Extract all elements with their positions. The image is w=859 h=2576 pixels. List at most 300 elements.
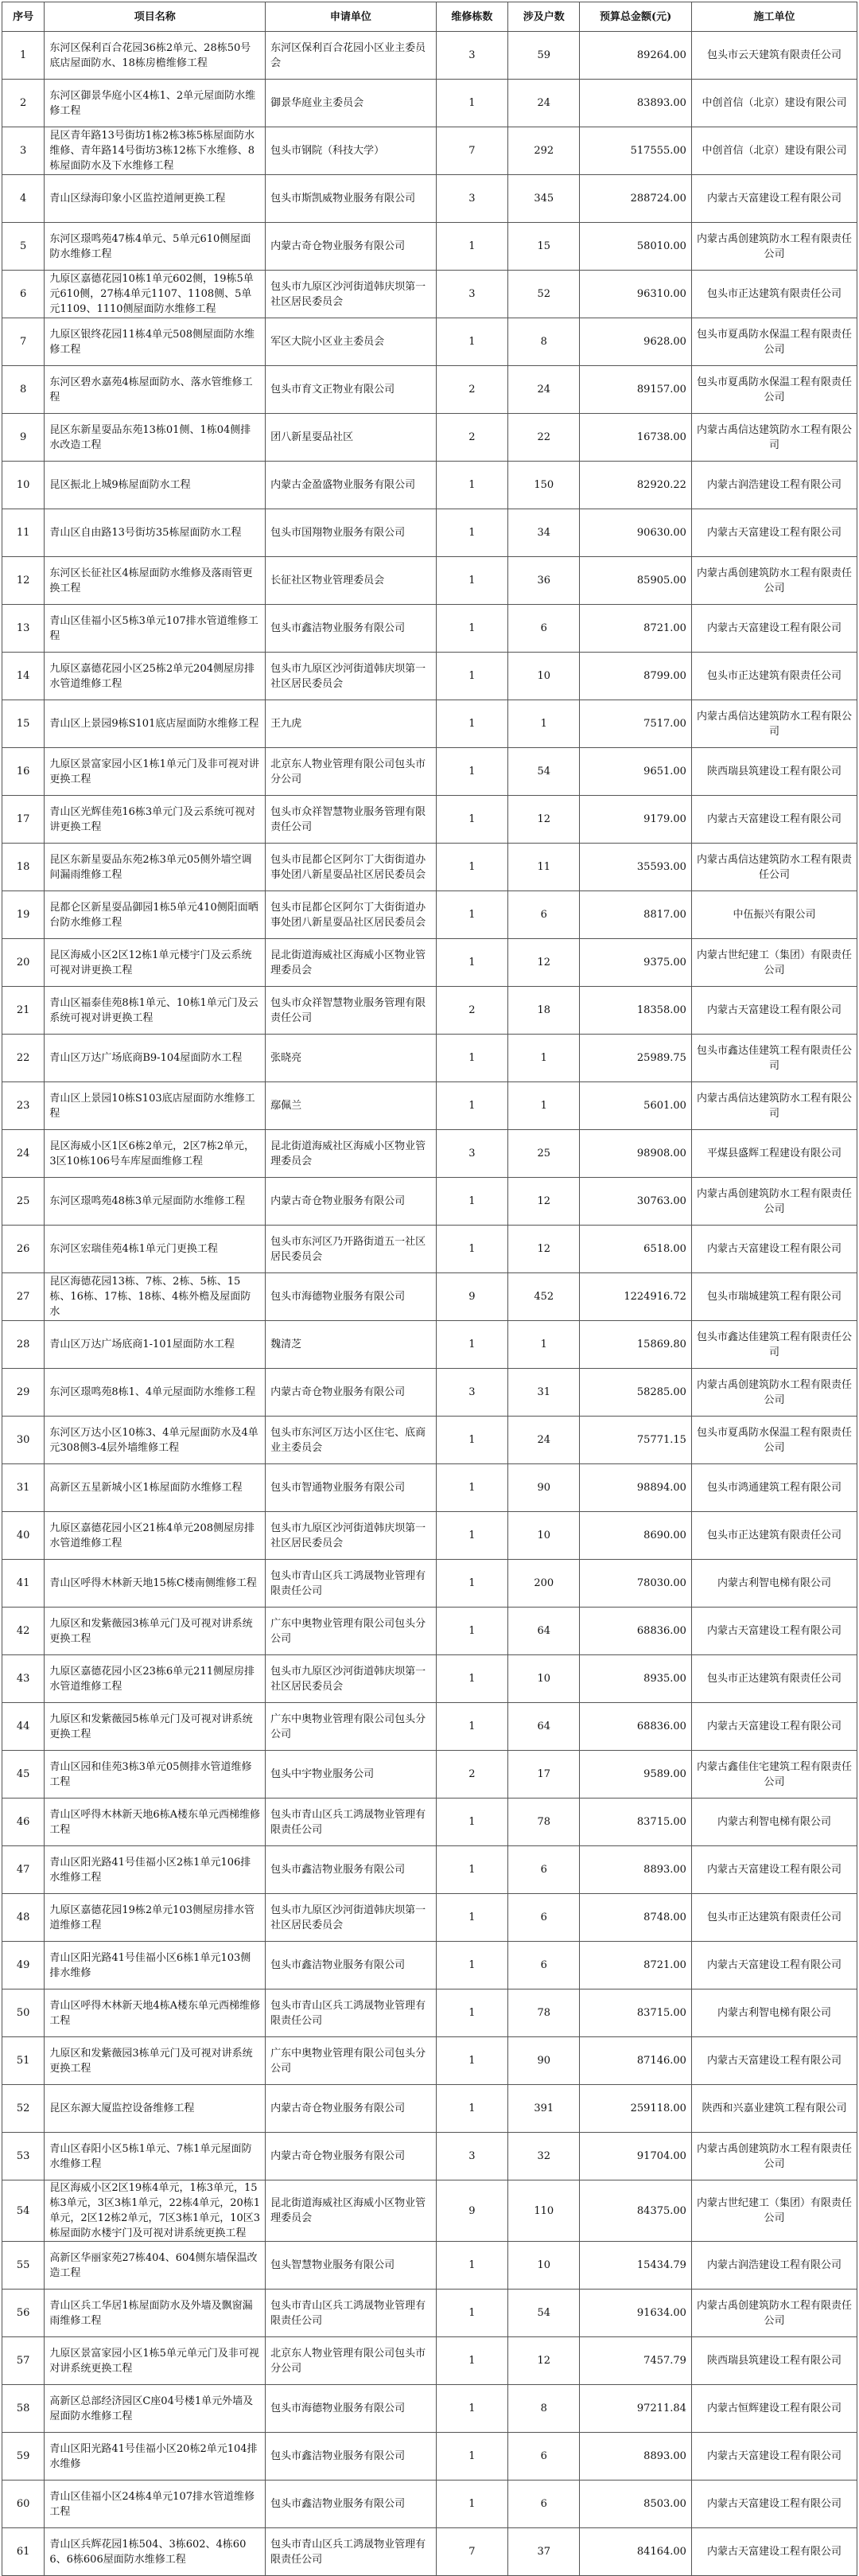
budget-cell: 259118.00 [580,2085,692,2133]
contractor-cell: 内蒙古润浩建设工程有限公司 [691,462,857,509]
seq-cell: 5 [2,223,45,271]
project-name-cell: 高新区五星新城小区1栋屋面防水维修工程 [45,1464,266,1512]
households-cell: 6 [508,1846,580,1894]
contractor-cell: 陕西瑞县筑建设工程有限公司 [691,748,857,796]
project-name-cell: 高新区总部经济园区C座04号楼1单元外墙及屋面防水维修工程 [45,2385,266,2433]
applicant-cell: 包头市鑫洁物业服务有限公司 [266,1846,437,1894]
seq-cell: 53 [2,2133,45,2180]
budget-cell: 8817.00 [580,891,692,939]
budget-cell: 89264.00 [580,32,692,80]
contractor-cell: 内蒙古天富建设工程有限公司 [691,1942,857,1989]
seq-cell: 61 [2,2528,45,2576]
applicant-cell: 包头市鑫洁物业服务有限公司 [266,2481,437,2528]
households-cell: 32 [508,2133,580,2180]
contractor-cell: 平煤县盛辉工程建设有限公司 [691,1130,857,1178]
budget-cell: 97211.84 [580,2385,692,2433]
contractor-cell: 内蒙古天富建设工程有限公司 [691,2528,857,2576]
budget-cell: 68836.00 [580,1703,692,1751]
households-cell: 12 [508,796,580,844]
buildings-cell: 1 [436,318,507,366]
applicant-cell: 内蒙古奇仓物业服务有限公司 [266,223,437,271]
households-cell: 24 [508,366,580,414]
buildings-cell: 1 [436,2337,507,2385]
seq-cell: 48 [2,1894,45,1942]
buildings-cell: 1 [436,2290,507,2337]
project-name-cell: 东河区御景华庭小区4栋1、2单元屋面防水维修工程 [45,80,266,127]
applicant-cell: 包头市九原区沙河街道韩庆坝第一社区居民委员会 [266,1655,437,1703]
contractor-cell: 中创首信（北京）建设有限公司 [691,80,857,127]
budget-cell: 75771.15 [580,1417,692,1464]
buildings-cell: 7 [436,2528,507,2576]
households-cell: 6 [508,2433,580,2481]
project-name-cell: 青山区园和佳苑3栋3单元05侧排水管道维修工程 [45,1751,266,1799]
seq-cell: 29 [2,1369,45,1417]
applicant-cell: 包头市东河区万达小区住宅、底商业主委员会 [266,1417,437,1464]
seq-cell: 47 [2,1846,45,1894]
project-name-cell: 青山区呼得木林新天地15栋C楼南侧维修工程 [45,1560,266,1608]
seq-cell: 26 [2,1226,45,1273]
buildings-cell: 1 [436,1608,507,1655]
households-cell: 90 [508,1464,580,1512]
budget-cell: 8935.00 [580,1655,692,1703]
budget-cell: 15869.80 [580,1321,692,1369]
households-cell: 24 [508,80,580,127]
project-name-cell: 九原区嘉德花园小区25栋2单元204侧屋房排水管道维修工程 [45,653,266,700]
budget-cell: 83893.00 [580,80,692,127]
buildings-cell: 1 [436,1799,507,1846]
table-row [2,1751,857,1799]
contractor-cell: 内蒙古恒辉建设工程有限公司 [691,2385,857,2433]
contractor-cell: 内蒙古禹信达建筑防水工程有限公司 [691,414,857,462]
households-cell: 10 [508,2242,580,2290]
applicant-cell: 昆北街道海威社区海威小区物业管理委员会 [266,939,437,987]
contractor-cell: 内蒙古禹信达建筑防水工程有限公司 [691,1082,857,1130]
buildings-cell: 1 [436,1321,507,1369]
budget-cell: 288724.00 [580,175,692,223]
seq-cell: 56 [2,2290,45,2337]
contractor-cell: 内蒙古天富建设工程有限公司 [691,1226,857,1273]
table-row [2,1417,857,1464]
project-name-cell: 昆区海威小区1区6栋2单元，2区7栋2单元，3区10栋106号车库屋面维修工程 [45,1130,266,1178]
table-row [2,1035,857,1082]
project-name-cell: 九原区景富家园小区1栋5单元单元门及非可视对讲系统更换工程 [45,2337,266,2385]
applicant-cell: 团八新星耍品社区 [266,414,437,462]
project-name-cell: 青山区上景园10栋S103底店屋面防水维修工程 [45,1082,266,1130]
project-name-cell: 青山区佳福小区24栋4单元107排水管道维修工程 [45,2481,266,2528]
contractor-cell: 内蒙古润浩建设工程有限公司 [691,2242,857,2290]
table-row [2,748,857,796]
applicant-cell: 广东中奥物业管理有限公司包头分公司 [266,1703,437,1751]
header-budget: 预算总金额(元) [580,2,692,32]
seq-cell: 40 [2,1512,45,1560]
contractor-cell: 内蒙古世纪建工（集团）有限责任公司 [691,2180,857,2242]
table-row [2,1894,857,1942]
contractor-cell: 内蒙古禹信达建筑防水工程有限公司 [691,700,857,748]
applicant-cell: 包头市青山区兵工鸿晟物业管理有限责任公司 [266,1799,437,1846]
table-body [2,32,857,2576]
contractor-cell: 内蒙古天富建设工程有限公司 [691,1703,857,1751]
households-cell: 12 [508,1178,580,1226]
budget-cell: 9589.00 [580,1751,692,1799]
budget-cell: 90630.00 [580,509,692,557]
budget-cell: 85905.00 [580,557,692,605]
contractor-cell: 内蒙古禹创建筑防水工程有限责任公司 [691,2290,857,2337]
households-cell: 1 [508,700,580,748]
project-name-cell: 青山区呼得木林新天地4栋A楼东单元西梯维修工程 [45,1989,266,2037]
seq-cell: 6 [2,271,45,318]
table-header [2,2,857,32]
contractor-cell: 内蒙古禹创建筑防水工程有限责任公司 [691,2133,857,2180]
project-name-cell: 高新区华丽家苑27栋404、604侧东墙保温改造工程 [45,2242,266,2290]
seq-cell: 13 [2,605,45,653]
buildings-cell: 1 [436,844,507,891]
budget-cell: 8721.00 [580,1942,692,1989]
contractor-cell: 内蒙古天富建设工程有限公司 [691,509,857,557]
applicant-cell: 内蒙古奇仓物业服务有限公司 [266,2133,437,2180]
project-name-cell: 东河区长征社区4栋屋面防水维修及落雨管更换工程 [45,557,266,605]
table-row [2,557,857,605]
contractor-cell: 包头市鑫达佳建筑工程有限责任公司 [691,1321,857,1369]
project-name-cell: 青山区阳光路41号佳福小区2栋1单元106排水维修工程 [45,1846,266,1894]
table-row [2,32,857,80]
project-name-cell: 昆都仑区新星耍品御园1栋5单元410侧阳面晒台防水维修工程 [45,891,266,939]
project-name-cell: 青山区阳光路41号佳福小区20栋2单元104排水维修 [45,2433,266,2481]
seq-cell: 16 [2,748,45,796]
budget-cell: 1224916.72 [580,1273,692,1321]
table-row [2,2037,857,2085]
budget-cell: 25989.75 [580,1035,692,1082]
buildings-cell: 1 [436,748,507,796]
buildings-cell: 1 [436,1655,507,1703]
budget-cell: 98894.00 [580,1464,692,1512]
project-name-cell: 九原区和发紫薇园5栋单元门及可视对讲系统更换工程 [45,1703,266,1751]
applicant-cell: 包头市鑫洁物业服务有限公司 [266,605,437,653]
applicant-cell: 包头市昆都仑区阿尔丁大街街道办事处团八新星耍品社区居民委员会 [266,891,437,939]
seq-cell: 12 [2,557,45,605]
project-name-cell: 昆区海德花园13栋、7栋、2栋、5栋、15栋、16栋、17栋、18栋、4栋外檐及屋面防水 [45,1273,266,1321]
table-row [2,653,857,700]
table-row [2,1942,857,1989]
project-name-cell: 青山区万达广场底商B9-104屋面防水工程 [45,1035,266,1082]
buildings-cell: 3 [436,32,507,80]
buildings-cell: 1 [436,653,507,700]
table-row [2,1178,857,1226]
contractor-cell: 内蒙古天富建设工程有限公司 [691,175,857,223]
applicant-cell: 王九虎 [266,700,437,748]
buildings-cell: 1 [436,509,507,557]
seq-cell: 43 [2,1655,45,1703]
buildings-cell: 1 [436,1178,507,1226]
seq-cell: 10 [2,462,45,509]
table-row [2,2481,857,2528]
contractor-cell: 包头市瑞城建筑工程有限公司 [691,1273,857,1321]
applicant-cell: 魏清芝 [266,1321,437,1369]
households-cell: 90 [508,2037,580,2085]
applicant-cell: 包头市智通物业服务有限公司 [266,1464,437,1512]
seq-cell: 18 [2,844,45,891]
contractor-cell: 陕西瑞县筑建设工程有限公司 [691,2337,857,2385]
buildings-cell: 2 [436,414,507,462]
buildings-cell: 3 [436,2133,507,2180]
applicant-cell: 包头市众祥智慧物业服务管理有限责任公司 [266,796,437,844]
project-name-cell: 九原区嘉德花园10栋1单元602侧，19栋5单元610侧，27栋4单元1107、1108侧、5单元1109、1110侧屋面防水维修工程 [45,271,266,318]
table-row [2,987,857,1035]
seq-cell: 51 [2,2037,45,2085]
seq-cell: 4 [2,175,45,223]
budget-cell: 68836.00 [580,1608,692,1655]
applicant-cell: 包头市东河区乃开路街道五一社区居民委员会 [266,1226,437,1273]
applicant-cell: 包头市海德物业服务有限公司 [266,1273,437,1321]
buildings-cell: 1 [436,1082,507,1130]
contractor-cell: 包头市正达建筑有限责任公司 [691,1894,857,1942]
contractor-cell: 包头市云天建筑有限责任公司 [691,32,857,80]
buildings-cell: 1 [436,1846,507,1894]
budget-cell: 58285.00 [580,1369,692,1417]
project-name-cell: 青山区春阳小区5栋1单元、7栋1单元屋面防水维修工程 [45,2133,266,2180]
seq-cell: 22 [2,1035,45,1082]
households-cell: 15 [508,223,580,271]
applicant-cell: 包头市青山区兵工鸿晟物业管理有限责任公司 [266,2290,437,2337]
contractor-cell: 包头市正达建筑有限责任公司 [691,653,857,700]
seq-cell: 44 [2,1703,45,1751]
table-row [2,80,857,127]
table-row [2,223,857,271]
buildings-cell: 3 [436,271,507,318]
table-row [2,318,857,366]
contractor-cell: 包头市正达建筑有限责任公司 [691,271,857,318]
households-cell: 22 [508,414,580,462]
seq-cell: 58 [2,2385,45,2433]
households-cell: 12 [508,939,580,987]
budget-cell: 8748.00 [580,1894,692,1942]
contractor-cell: 内蒙古鑫佳住宅建筑工程有限责任公司 [691,1751,857,1799]
buildings-cell: 1 [436,462,507,509]
table-row [2,1082,857,1130]
table-row [2,2433,857,2481]
contractor-cell: 内蒙古天富建设工程有限公司 [691,2481,857,2528]
table-row [2,127,857,175]
table-row [2,1130,857,1178]
households-cell: 18 [508,987,580,1035]
budget-cell: 96310.00 [580,271,692,318]
contractor-cell: 内蒙古天富建设工程有限公司 [691,605,857,653]
project-name-cell: 青山区呼得木林新天地6栋A楼东单元西梯维修工程 [45,1799,266,1846]
households-cell: 64 [508,1608,580,1655]
applicant-cell: 包头市众祥智慧物业服务管理有限责任公司 [266,987,437,1035]
households-cell: 12 [508,2337,580,2385]
applicant-cell: 内蒙古奇仓物业服务有限公司 [266,1178,437,1226]
table-row [2,1512,857,1560]
budget-cell: 16738.00 [580,414,692,462]
households-cell: 150 [508,462,580,509]
households-cell: 78 [508,1989,580,2037]
contractor-cell: 包头市夏禹防水保温工程有限责任公司 [691,366,857,414]
households-cell: 391 [508,2085,580,2133]
seq-cell: 49 [2,1942,45,1989]
households-cell: 10 [508,653,580,700]
buildings-cell: 1 [436,1703,507,1751]
project-name-cell: 九原区和发紫薇园3栋单元门及可视对讲系统更换工程 [45,1608,266,1655]
applicant-cell: 包头市九原区沙河街道韩庆坝第一社区居民委员会 [266,1894,437,1942]
table-row [2,1226,857,1273]
applicant-cell: 包头市九原区沙河街道韩庆坝第一社区居民委员会 [266,653,437,700]
budget-cell: 35593.00 [580,844,692,891]
budget-cell: 9179.00 [580,796,692,844]
buildings-cell: 9 [436,1273,507,1321]
budget-cell: 58010.00 [580,223,692,271]
households-cell: 52 [508,271,580,318]
seq-cell: 27 [2,1273,45,1321]
applicant-cell: 广东中奥物业管理有限公司包头分公司 [266,1608,437,1655]
buildings-cell: 1 [436,939,507,987]
seq-cell: 15 [2,700,45,748]
seq-cell: 42 [2,1608,45,1655]
households-cell: 54 [508,748,580,796]
contractor-cell: 内蒙古天富建设工程有限公司 [691,796,857,844]
table-row [2,2528,857,2576]
buildings-cell: 1 [436,1560,507,1608]
buildings-cell: 1 [436,1894,507,1942]
contractor-cell: 内蒙古天富建设工程有限公司 [691,1846,857,1894]
budget-cell: 7517.00 [580,700,692,748]
buildings-cell: 1 [436,2085,507,2133]
table-row [2,1989,857,2037]
applicant-cell: 包头市九原区沙河街道韩庆坝第一社区居民委员会 [266,1512,437,1560]
budget-cell: 84164.00 [580,2528,692,2576]
buildings-cell: 1 [436,2242,507,2290]
households-cell: 31 [508,1369,580,1417]
contractor-cell: 内蒙古天富建设工程有限公司 [691,1608,857,1655]
households-cell: 1 [508,1321,580,1369]
project-name-cell: 昆区东新星耍品东苑2栋3单元05侧外墙空调间漏雨维修工程 [45,844,266,891]
buildings-cell: 1 [436,2037,507,2085]
table-row [2,1273,857,1321]
table-row [2,1655,857,1703]
table-row [2,891,857,939]
header-contractor: 施工单位 [691,2,857,32]
table-row [2,844,857,891]
buildings-cell: 1 [436,1989,507,2037]
project-name-cell: 东河区璟鸣苑48栋3单元屋面防水维修工程 [45,1178,266,1226]
applicant-cell: 包头市鑫洁物业服务有限公司 [266,1942,437,1989]
budget-cell: 15434.79 [580,2242,692,2290]
project-name-cell: 九原区和发紫薇园3栋单元门及可视对讲系统更换工程 [45,2037,266,2085]
seq-cell: 20 [2,939,45,987]
table-row [2,414,857,462]
contractor-cell: 内蒙古禹创建筑防水工程有限责任公司 [691,223,857,271]
buildings-cell: 3 [436,175,507,223]
households-cell: 24 [508,1417,580,1464]
project-name-cell: 青山区光辉佳苑16栋3单元门及云系统可视对讲更换工程 [45,796,266,844]
table-row [2,1560,857,1608]
budget-cell: 82920.22 [580,462,692,509]
buildings-cell: 1 [436,1512,507,1560]
seq-cell: 41 [2,1560,45,1608]
households-cell: 452 [508,1273,580,1321]
applicant-cell: 包头市鑫洁物业服务有限公司 [266,2433,437,2481]
budget-cell: 84375.00 [580,2180,692,2242]
budget-cell: 8799.00 [580,653,692,700]
repair-project-table [2,2,857,2576]
buildings-cell: 1 [436,1226,507,1273]
applicant-cell: 北京东人物业管理有限公司包头市分公司 [266,748,437,796]
budget-cell: 9628.00 [580,318,692,366]
applicant-cell: 包头市青山区兵工鸿晟物业管理有限责任公司 [266,1989,437,2037]
budget-cell: 8893.00 [580,2433,692,2481]
households-cell: 1 [508,1082,580,1130]
buildings-cell: 1 [436,605,507,653]
applicant-cell: 包头市国翔物业服务有限公司 [266,509,437,557]
budget-cell: 98908.00 [580,1130,692,1178]
seq-cell: 1 [2,32,45,80]
applicant-cell: 包头市青山区兵工鸿晟物业管理有限责任公司 [266,1560,437,1608]
applicant-cell: 鄢佩兰 [266,1082,437,1130]
contractor-cell: 陕西和兴嘉业建筑工程有限公司 [691,2085,857,2133]
seq-cell: 23 [2,1082,45,1130]
project-name-cell: 昆区海威小区2区12栋1单元楼宇门及云系统可视对讲更换工程 [45,939,266,987]
seq-cell: 31 [2,1464,45,1512]
seq-cell: 19 [2,891,45,939]
table-row [2,509,857,557]
applicant-cell: 包头市青山区兵工鸿晟物业管理有限责任公司 [266,2528,437,2576]
seq-cell: 55 [2,2242,45,2290]
contractor-cell: 内蒙古天富建设工程有限公司 [691,2433,857,2481]
households-cell: 17 [508,1751,580,1799]
buildings-cell: 1 [436,80,507,127]
buildings-cell: 1 [436,700,507,748]
header-buildings: 维修栋数 [436,2,507,32]
contractor-cell: 包头市夏禹防水保温工程有限责任公司 [691,318,857,366]
households-cell: 292 [508,127,580,175]
applicant-cell: 包头市海德物业服务有限公司 [266,2385,437,2433]
households-cell: 6 [508,1894,580,1942]
buildings-cell: 1 [436,557,507,605]
table-row [2,2180,857,2242]
buildings-cell: 1 [436,796,507,844]
buildings-cell: 3 [436,1369,507,1417]
applicant-cell: 长征社区物业管理委员会 [266,557,437,605]
project-name-cell: 东河区万达小区10栋3、4单元屋面防水及4单元308侧3-4层外墙维修工程 [45,1417,266,1464]
contractor-cell: 内蒙古利智电梯有限公司 [691,1799,857,1846]
applicant-cell: 东河区保利百合花园小区业主委员会 [266,32,437,80]
contractor-cell: 包头市鸿通建筑工程有限公司 [691,1464,857,1512]
seq-cell: 59 [2,2433,45,2481]
seq-cell: 21 [2,987,45,1035]
buildings-cell: 1 [436,1942,507,1989]
project-name-cell: 青山区自由路13号街坊35栋屋面防水工程 [45,509,266,557]
households-cell: 59 [508,32,580,80]
budget-cell: 7457.79 [580,2337,692,2385]
header-project-name: 项目名称 [45,2,266,32]
budget-cell: 8503.00 [580,2481,692,2528]
households-cell: 8 [508,318,580,366]
applicant-cell: 昆北街道海威社区海威小区物业管理委员会 [266,1130,437,1178]
seq-cell: 60 [2,2481,45,2528]
applicant-cell: 内蒙古奇仓物业服务有限公司 [266,1369,437,1417]
table-row [2,1369,857,1417]
applicant-cell: 包头市九原区沙河街道韩庆坝第一社区居民委员会 [266,271,437,318]
buildings-cell: 1 [436,2433,507,2481]
header-applicant: 申请单位 [266,2,437,32]
budget-cell: 5601.00 [580,1082,692,1130]
table-row [2,2337,857,2385]
applicant-cell: 广东中奥物业管理有限公司包头分公司 [266,2037,437,2085]
budget-cell: 91704.00 [580,2133,692,2180]
budget-cell: 18358.00 [580,987,692,1035]
seq-cell: 54 [2,2180,45,2242]
applicant-cell: 包头市斯凯威物业服务有限公司 [266,175,437,223]
table-row [2,1846,857,1894]
